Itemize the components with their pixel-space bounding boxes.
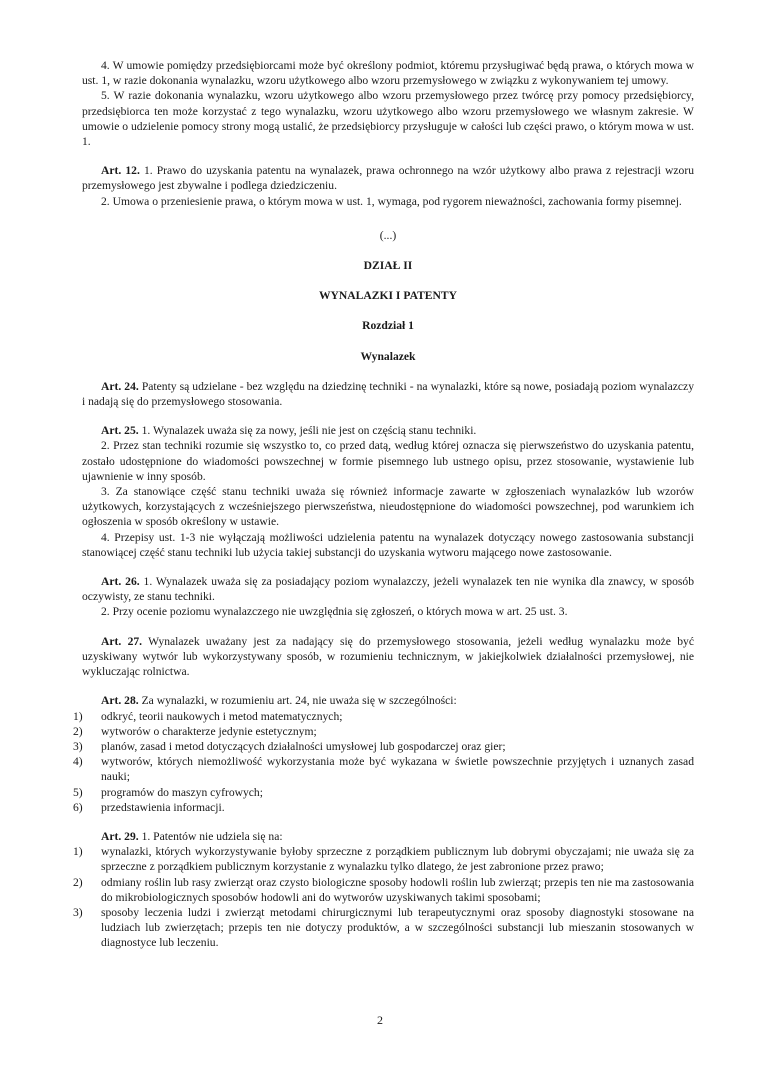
- article-25-ust3: 3. Za stanowiące część stanu techniki uważa się również informacje zawarte w zgłoszeniach wynalazków lub wzorów użytkowych, korzystających z wcześniejszego pierwszeństwa, nieudostępnione do wiadomości powszechnej, pod warunkiem ich ogłoszenia w sposób określony w ustawie.: [82, 485, 694, 529]
- list-item-text: wytworów, których niemożliwość wykorzystania może być wykazana w świetle powszechnie przyjętych i uznanych zasad nauki;: [101, 755, 694, 784]
- list-item-text: planów, zasad i metod dotyczących działalności umysłowej lub gospodarczej oraz gier;: [101, 739, 506, 753]
- list-item-number: 2): [73, 724, 83, 738]
- page-number: 2: [377, 1013, 383, 1027]
- article-26: [82, 574, 694, 604]
- list-item-text: odkryć, teorii naukowych i metod matematycznych;: [101, 709, 343, 723]
- chapter-title: Wynalazek: [360, 349, 416, 363]
- list-item: [73, 785, 694, 800]
- list-item: [73, 739, 694, 754]
- division-heading: DZIAŁ II: [363, 259, 413, 273]
- article-12-ust2: 2. Umowa o przeniesienie prawa, o którym mowa w ust. 1, wymaga, pod rygorem nieważności, zachowania formy pisemnej.: [101, 194, 682, 208]
- article-label: Art. 24.: [101, 379, 139, 393]
- article-28: [82, 693, 694, 708]
- list-item: [73, 754, 694, 784]
- article-text: 1. Prawo do uzyskania patentu na wynalazek, prawa ochronnego na wzór użytkowy albo prawa z rejestracji wzoru przemysłowego jest zbywalne i podlega dziedziczeniu.: [82, 164, 695, 193]
- list-item-text: wynalazki, których wykorzystywanie byłoby sprzeczne z porządkiem publicznym lub dobrymi obyczajami; nie uważa się za sprzeczne z porządkiem publicznym korzystanie z wynalazku tylko dlatego, że jest zabronione przez prawo;: [101, 845, 694, 874]
- article-12: [82, 163, 694, 193]
- list-item-number: 3): [73, 739, 83, 753]
- list-item: [73, 800, 694, 815]
- article-29: [82, 829, 694, 844]
- article-text: Patenty są udzielane - bez względu na dziedzinę techniki - na wynalazki, które są nowe, posiadają poziom wynalazczy i nadają się do przemysłowego stosowania.: [82, 379, 695, 409]
- division-title: WYNALAZKI I PATENTY: [318, 289, 458, 303]
- list-item-number: 1): [73, 845, 83, 859]
- list-item: [73, 875, 694, 905]
- list-item: [73, 724, 694, 739]
- article-28-list: [73, 709, 694, 815]
- article-text: 1. Wynalazek uważa się za nowy, jeśli nie jest on częścią stanu techniki.: [138, 424, 477, 438]
- list-item-number: 1): [73, 709, 83, 723]
- list-item-text: odmiany roślin lub rasy zwierząt oraz czysto biologiczne sposoby hodowli roślin lub zwierząt; przepis ten nie ma zastosowania do mikrobiologicznych sposobów hodowli ani do wytworów uzyskiwanych takimi sposobami;: [101, 875, 694, 904]
- list-item-text: sposoby leczenia ludzi i zwierząt metodami chirurgicznymi lub terapeutycznymi oraz sposoby diagnostyki stosowane na ludziach lub zwierzętach; przepis ten nie dotyczy produktów, a w szczególności substancji lub mieszanin stosowanych w diagnostyce lub leczeniu.: [101, 905, 694, 950]
- list-item-text: przedstawienia informacji.: [101, 800, 225, 814]
- list-item: [73, 844, 694, 874]
- article-text: Wynalazek uważany jest za nadający się do przemysłowego stosowania, jeżeli według wynalazku może być uzyskiwany wytwór lub wykorzystywany sposób, w rozumieniu technicznym, w jakiejkolwiek działalności przemysłowej, nie wykluczając rolnictwa.: [82, 634, 694, 679]
- article-text: 1. Patentów nie udziela się na:: [138, 829, 283, 843]
- article-24: [82, 379, 694, 409]
- list-item: [73, 709, 694, 724]
- article-label: Art. 12.: [101, 164, 140, 178]
- list-item-number: 3): [73, 905, 83, 919]
- paragraph-ust4: 4. W umowie pomiędzy przedsiębiorcami może być określony podmiot, któremu przysługiwać będą prawa, o których mowa w ust. 1, w razie dokonania wynalazku, wzoru użytkowego albo wzoru przemysłowego w związku z wykonywaniem tej umowy.: [82, 59, 694, 88]
- document-page: [73, 58, 695, 951]
- article-text: Za wynalazki, w rozumieniu art. 24, nie uważa się w szczególności:: [138, 694, 457, 708]
- article-label: Art. 26.: [101, 575, 140, 589]
- chapter-heading: Rozdział 1: [362, 319, 414, 333]
- omission-marker: (...): [379, 228, 397, 242]
- paragraph-ust5: 5. W razie dokonania wynalazku, wzoru użytkowego albo wzoru przemysłowego przez twórcę przy pomocy przedsiębiorcy, przedsiębiorca ten może korzystać z tego wynalazku, wzoru użytkowego albo wzoru przemysłowego we własnym zakresie. W umowie o udzielenie pomocy strony mogą ustalić, że przedsiębiorcy przysługuje w całości lub części prawo, o którym mowa w ust. 1.: [82, 89, 694, 149]
- article-label: Art. 27.: [101, 634, 143, 648]
- article-label: Art. 29.: [101, 829, 139, 843]
- article-27: [82, 634, 694, 680]
- article-25: [82, 423, 694, 438]
- list-item-text: wytworów o charakterze jedynie estetycznym;: [101, 724, 317, 738]
- list-item: [73, 905, 694, 951]
- article-label: Art. 28.: [101, 694, 139, 708]
- article-29-list: [73, 844, 694, 950]
- article-text: 1. Wynalazek uważa się za posiadający poziom wynalazczy, jeżeli wynalazek ten nie wynika dla znawcy, w sposób oczywisty, ze stanu techniki.: [82, 575, 695, 604]
- list-item-number: 6): [73, 800, 83, 814]
- list-item-number: 5): [73, 785, 83, 799]
- list-item-text: programów do maszyn cyfrowych;: [101, 785, 263, 799]
- article-26-ust2: 2. Przy ocenie poziomu wynalazczego nie uwzględnia się zgłoszeń, o których mowa w art. 25 ust. 3.: [101, 605, 568, 619]
- list-item-number: 4): [73, 755, 83, 769]
- list-item-number: 2): [73, 875, 83, 889]
- article-label: Art. 25.: [101, 424, 139, 438]
- article-25-ust2: 2. Przez stan techniki rozumie się wszystko to, co przed datą, według której oznacza się pierwszeństwo do uzyskania patentu, zostało udostępnione do wiadomości powszechnej w formie pisemnego lub ustnego opisu, przez stosowanie, wystawienie lub ujawnienie w inny sposób.: [82, 439, 694, 483]
- article-25-ust4: 4. Przepisy ust. 1-3 nie wyłączają możliwości udzielenia patentu na wynalazek dotyczący nowego zastosowania substancji stanowiącej część stanu techniki lub użycia takiej substancji do uzyskania wytworu mającego nowe zastosowanie.: [82, 530, 694, 559]
